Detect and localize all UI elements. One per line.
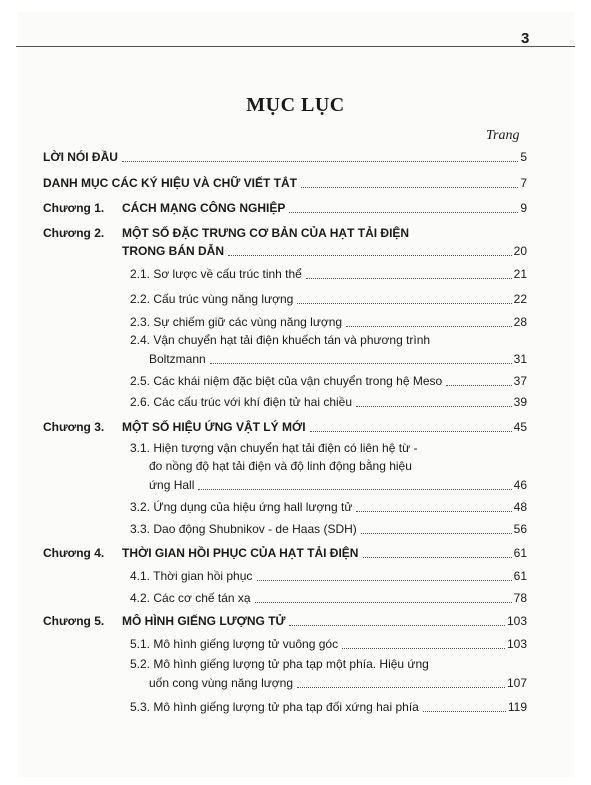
entry-title: 3.1. Hiện tượng vận chuyển hạt tải điện có liên hệ từ - — [130, 441, 418, 455]
entry-title: THỜI GIAN HỒI PHỤC CỦA HẠT TẢI ĐIỆN — [122, 546, 359, 560]
dot-leader — [289, 625, 505, 626]
page-number: 3 — [521, 30, 530, 47]
entry-title-line2: TRONG BÁN DẪN — [122, 244, 224, 258]
entry-title: 2.2. Cấu trúc vùng năng lượng — [130, 292, 294, 306]
entry-title-line2: Boltzmann — [149, 352, 206, 366]
toc-entry[interactable] — [130, 267, 302, 282]
dot-leader — [289, 212, 518, 213]
page-ref: 20 — [513, 244, 527, 258]
dot-leader — [363, 557, 512, 558]
page-ref: 48 — [513, 500, 527, 514]
dot-leader — [297, 687, 505, 688]
entry-title: 2.1. Sơ lược về cấu trúc tinh thể — [130, 267, 302, 281]
entry-title-line2: đo nồng độ hạt tải điện và độ linh động bằng hiệu — [149, 459, 412, 473]
toc-entry[interactable] — [43, 546, 358, 561]
entry-title-line2: uốn cong vùng năng lượng — [149, 676, 294, 690]
toc-entry[interactable] — [130, 637, 338, 652]
entry-title: MÔ HÌNH GIẾNG LƯỢNG TỬ — [122, 614, 286, 628]
toc-entry[interactable] — [130, 657, 429, 672]
toc-entry[interactable] — [43, 420, 306, 435]
entry-title: 2.6. Các cấu trúc với khí điện tử hai chiều — [130, 395, 353, 409]
entry-title: 5.1. Mô hình giếng lượng tử vuông góc — [130, 637, 339, 651]
entry-title: 2.3. Sự chiếm giữ các vùng năng lượng — [130, 315, 343, 329]
page-ref: 28 — [513, 315, 527, 329]
page-ref: 22 — [513, 292, 527, 306]
entry-title: 3.3. Dao động Shubnikov - de Haas (SDH) — [130, 522, 357, 536]
toc-entry[interactable] — [130, 522, 357, 537]
page-ref: 61 — [513, 546, 527, 560]
entry-title: DANH MỤC CÁC KÝ HIỆU VÀ CHỮ VIẾT TẮT — [43, 176, 297, 190]
page-ref: 37 — [513, 374, 527, 388]
dot-leader — [306, 278, 512, 279]
dot-leader — [297, 303, 511, 304]
toc-entry[interactable] — [130, 333, 430, 348]
dot-leader — [423, 711, 506, 712]
dot-leader — [356, 511, 511, 512]
entry-title: 4.1. Thời gian hồi phục — [130, 569, 253, 583]
page-column-label: Trang — [486, 128, 520, 143]
page-ref: 5 — [520, 150, 527, 164]
page-ref: 31 — [513, 352, 527, 366]
toc-entry[interactable] — [130, 591, 251, 606]
header-rule — [16, 46, 575, 47]
chapter-label: Chương 2. — [43, 226, 105, 240]
toc-entry[interactable] — [43, 150, 118, 165]
toc-entry[interactable] — [130, 569, 252, 584]
toc-entry[interactable] — [130, 315, 342, 330]
page-ref: 56 — [513, 522, 527, 536]
toc-entry[interactable] — [130, 292, 293, 307]
dot-leader — [198, 489, 511, 490]
dot-leader — [342, 648, 505, 649]
entry-title: LỜI NÓI ĐẦU — [43, 150, 118, 164]
dot-leader — [361, 533, 512, 534]
entry-title-line3: ứng Hall — [149, 478, 195, 492]
dot-leader — [346, 326, 512, 327]
dot-leader — [310, 431, 512, 432]
entry-title: 2.4. Vận chuyển hạt tải điện khuếch tán và phương trình — [130, 333, 431, 347]
toc-entry[interactable] — [43, 614, 285, 629]
toc-entry[interactable] — [130, 441, 417, 456]
dot-leader — [257, 580, 512, 581]
page-ref: 107 — [506, 676, 527, 690]
page-ref: 119 — [507, 700, 527, 714]
entry-title: MỘT SỐ HIỆU ỨNG VẬT LÝ MỚI — [122, 420, 306, 434]
toc-title: MỤC LỤC — [246, 94, 345, 116]
chapter-label: Chương 3. — [43, 420, 105, 434]
entry-title: 3.2. Ứng dụng của hiệu ứng hall lượng tử — [130, 500, 353, 514]
entry-title: 5.2. Mô hình giếng lượng tử pha tạp một phía. Hiệu ứng — [130, 657, 429, 671]
dot-leader — [255, 602, 512, 603]
toc-entry[interactable] — [130, 374, 442, 389]
chapter-label: Chương 5. — [43, 614, 105, 628]
chapter-label: Chương 4. — [43, 546, 105, 560]
dot-leader — [210, 363, 512, 364]
toc-entry[interactable] — [130, 700, 419, 715]
toc-entry[interactable] — [43, 201, 285, 216]
dot-leader — [122, 161, 518, 162]
toc-entry[interactable] — [130, 500, 352, 515]
page-ref: 9 — [520, 201, 527, 215]
page-ref: 45 — [513, 420, 527, 434]
entry-title: CÁCH MẠNG CÔNG NGHIỆP — [122, 201, 286, 215]
toc-entry[interactable] — [130, 395, 352, 410]
entry-title: MỘT SỐ ĐẶC TRƯNG CƠ BẢN CỦA HẠT TẢI ĐIỆN — [122, 226, 410, 240]
dot-leader — [356, 406, 512, 407]
page-ref: 103 — [506, 614, 527, 628]
page-ref: 61 — [513, 569, 527, 583]
entry-title: 5.3. Mô hình giếng lượng tử pha tạp đối xứng hai phía — [130, 700, 419, 714]
page-ref: 39 — [513, 395, 527, 409]
toc-entry[interactable] — [43, 176, 297, 191]
page-ref: 46 — [513, 478, 527, 492]
chapter-label: Chương 1. — [43, 201, 105, 215]
page-ref: 7 — [520, 176, 527, 190]
entry-title: 2.5. Các khái niệm đặc biệt của vận chuyển trong hệ Meso — [130, 374, 443, 388]
toc-entry[interactable] — [43, 226, 409, 241]
entry-title: 4.2. Các cơ chế tán xạ — [130, 591, 251, 605]
dot-leader — [301, 187, 518, 188]
page-ref: 103 — [506, 637, 527, 651]
page-ref: 78 — [513, 591, 527, 605]
page-ref: 21 — [513, 267, 527, 281]
dot-leader — [228, 255, 512, 256]
